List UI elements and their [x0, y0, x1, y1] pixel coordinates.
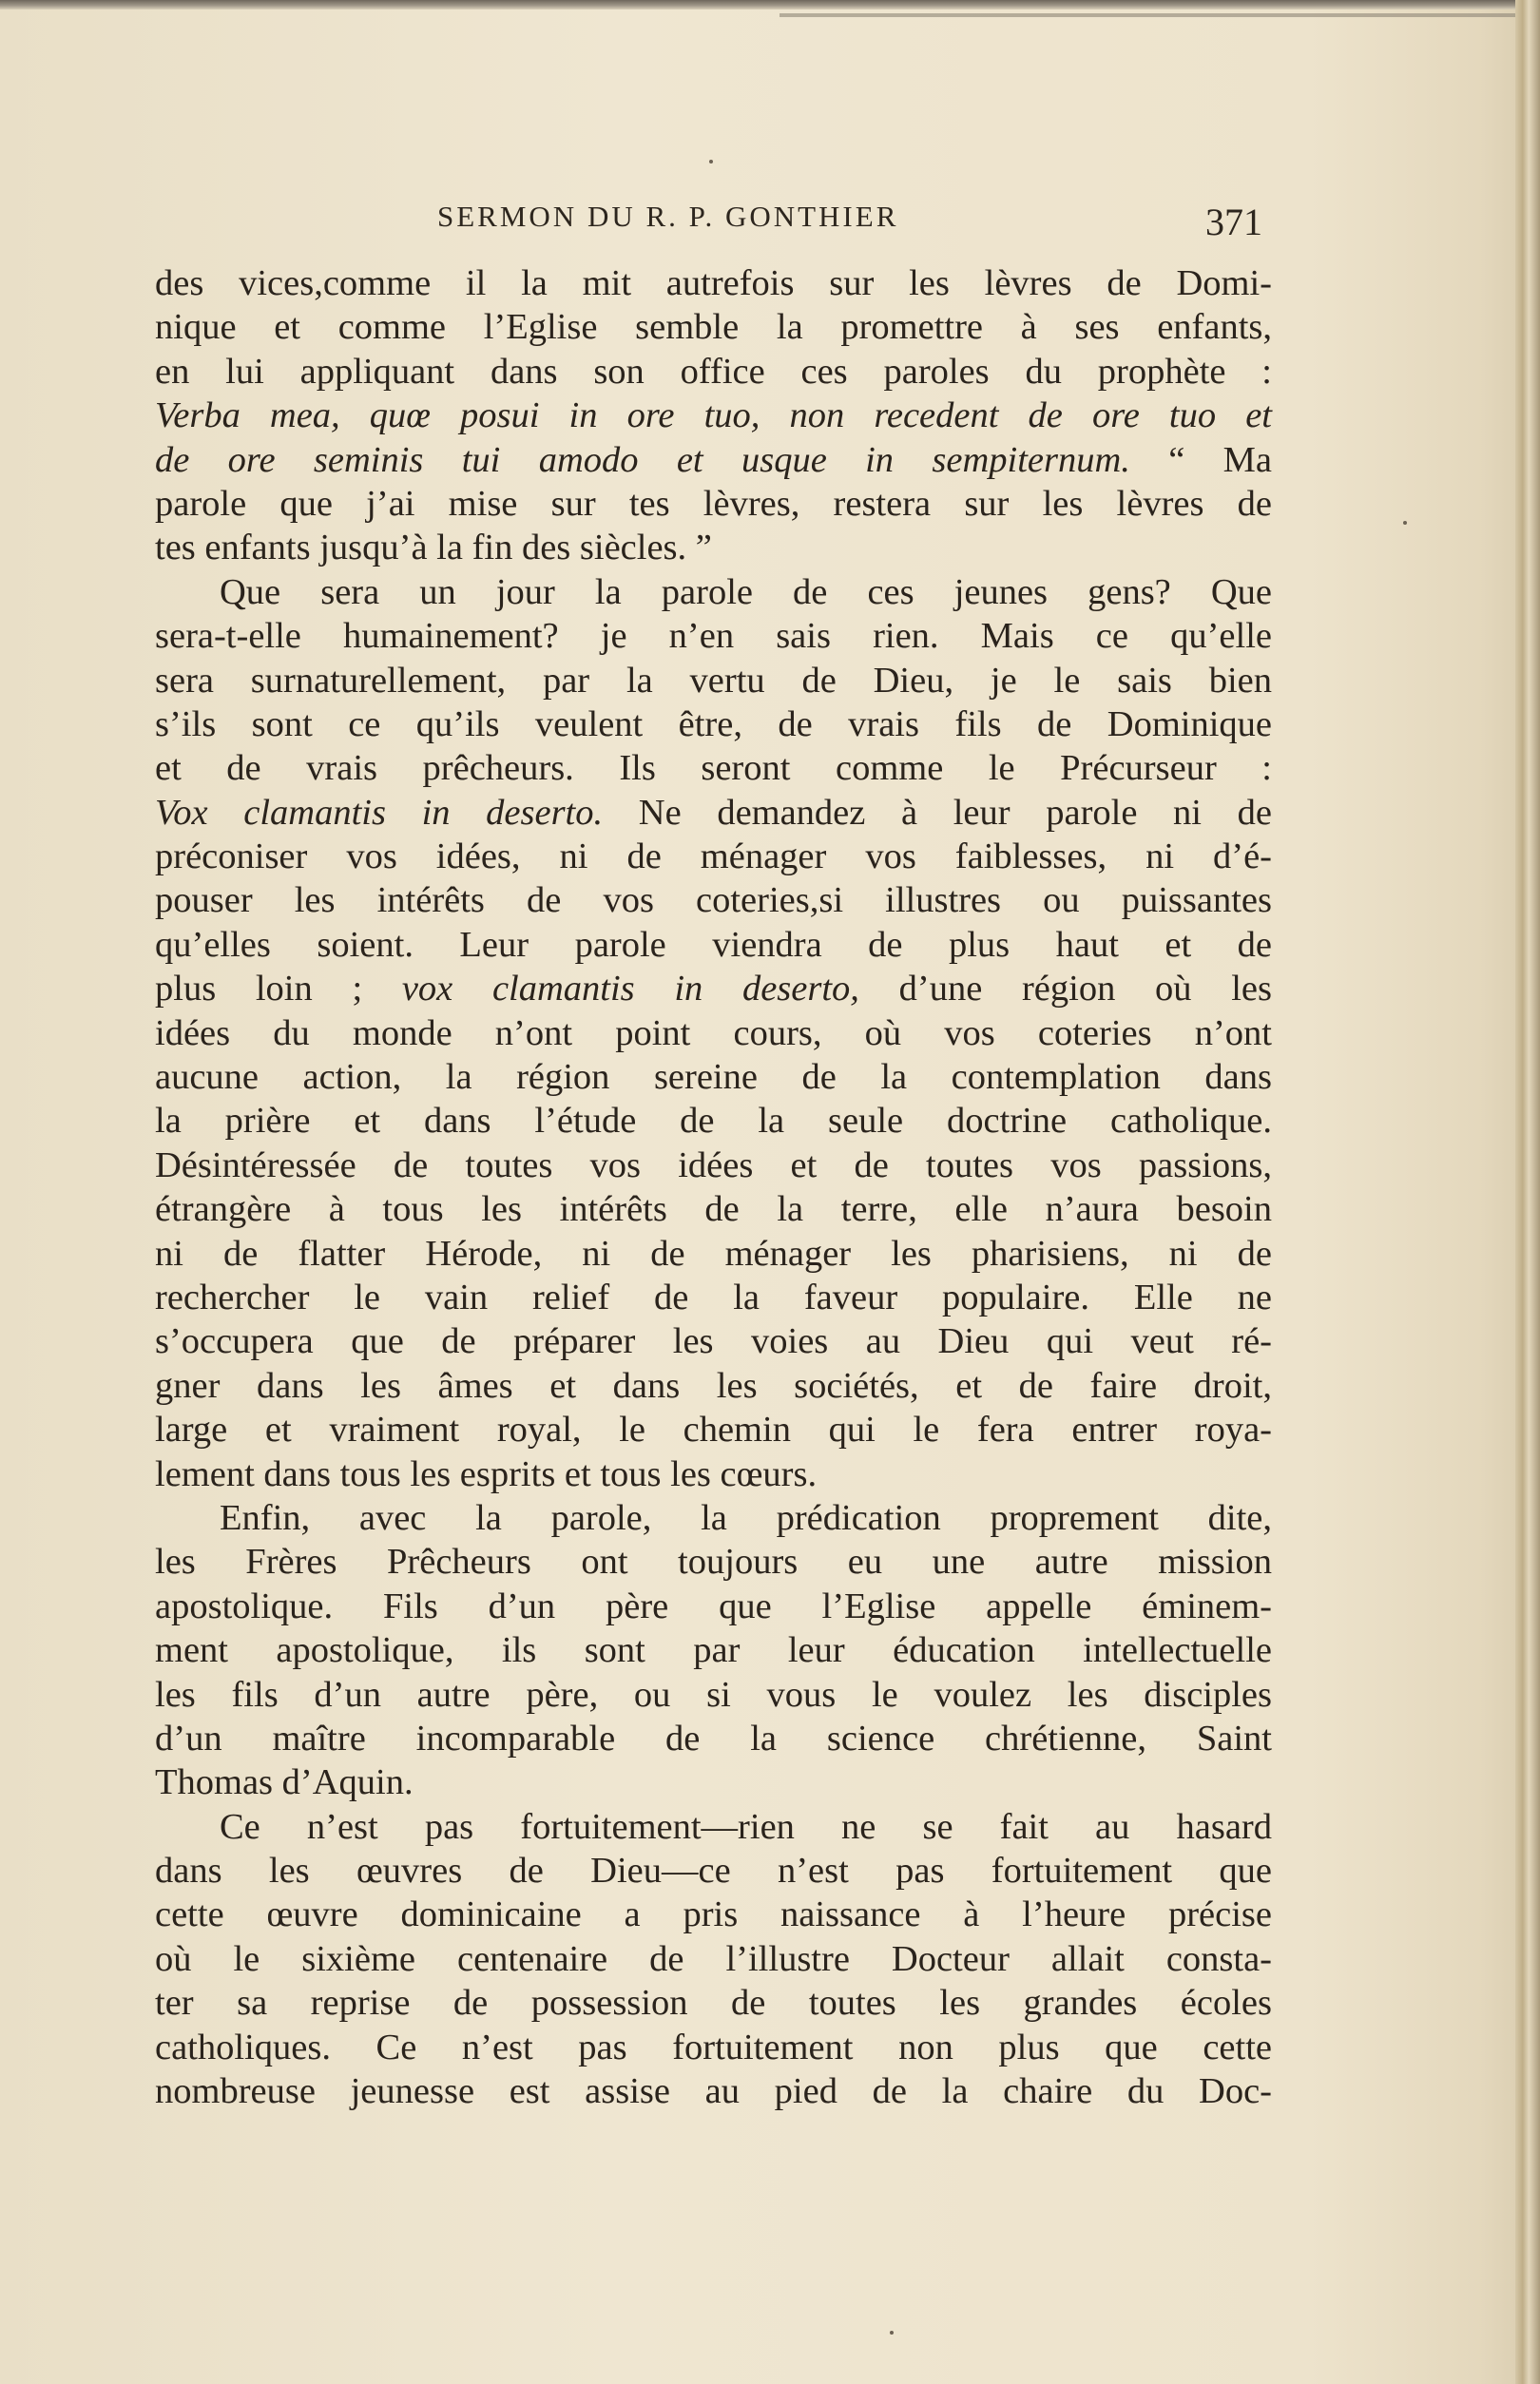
- text-line: ter sa reprise de possession de toutes les grandes écoles: [155, 1983, 1272, 2024]
- text-line: ment apostolique, ils sont par leur éducation intellectuelle: [155, 1630, 1272, 1671]
- text-line: [155, 438, 1272, 482]
- print-speck: [1403, 521, 1407, 525]
- text-line: sera surnaturellement, par la vertu de Dieu, je le sais bien: [155, 660, 1272, 701]
- text-line: nique et comme l’Eglise semble la promettre à ses enfants,: [155, 307, 1272, 348]
- text-line: Que sera un jour la parole de ces jeunes gens? Que: [220, 571, 1272, 612]
- text-line: où le sixième centenaire de l’illustre Docteur allait consta-: [155, 1938, 1272, 1979]
- page-number: 371: [1205, 201, 1262, 243]
- latin-quotation: Vox clamantis in deserto.: [155, 792, 604, 833]
- text-line: s’ils sont ce qu’ils veulent être, de vrais fils de Dominique: [155, 703, 1272, 744]
- latin-quotation: vox clamantis in deserto,: [401, 969, 859, 1009]
- text-line: s’occupera que de préparer les voies au Dieu qui veut ré-: [155, 1321, 1272, 1362]
- text-line: rechercher le vain relief de la faveur populaire. Elle ne: [155, 1277, 1272, 1317]
- text-line: gner dans les âmes et dans les sociétés, et de faire droit,: [155, 1365, 1272, 1406]
- text-line: en lui appliquant dans son office ces paroles du prophète :: [155, 351, 1272, 392]
- text-run: “ Ma: [1129, 439, 1272, 480]
- running-title: SERMON DU R. P. GONTHIER: [437, 200, 899, 233]
- top-edge-shadow: [780, 13, 1540, 17]
- text-line: parole que j’ai mise sur tes lèvres, restera sur les lèvres de: [155, 483, 1272, 524]
- top-edge-rule: [0, 0, 1540, 10]
- print-speck: [890, 2331, 894, 2335]
- text-run: Ne demandez à leur parole ni de: [603, 792, 1272, 833]
- body-text: [155, 261, 1272, 2113]
- text-line: large et vraiment royal, le chemin qui le fera entrer roya-: [155, 1410, 1272, 1451]
- text-line: [155, 791, 1272, 835]
- text-line: étrangère à tous les intérêts de la terre, elle n’aura besoin: [155, 1189, 1272, 1230]
- text-line: des vices,comme il la mit autrefois sur les lèvres de Domi-: [155, 263, 1272, 303]
- latin-quotation: Verba mea, quœ posui in ore tuo, non recedent de ore tuo et: [155, 395, 1272, 436]
- page-gutter-edge: [1515, 0, 1540, 2384]
- text-line: préconiser vos idées, ni de ménager vos faiblesses, ni d’é-: [155, 836, 1272, 877]
- text-line: et de vrais prêcheurs. Ils seront comme le Précurseur :: [155, 748, 1272, 789]
- text-run: d’une région où les: [858, 969, 1272, 1009]
- text-line: dans les œuvres de Dieu—ce n’est pas fortuitement que: [155, 1851, 1272, 1892]
- text-line: les Frères Prêcheurs ont toujours eu une autre mission: [155, 1542, 1272, 1583]
- text-line: tes enfants jusqu’à la fin des siècles. ”: [155, 528, 712, 568]
- text-line: catholiques. Ce n’est pas fortuitement non plus que cette: [155, 2027, 1272, 2067]
- text-line: Enfin, avec la parole, la prédication proprement dite,: [220, 1497, 1272, 1538]
- latin-quotation: de ore seminis tui amodo et usque in sempiternum.: [155, 439, 1130, 480]
- print-speck: [709, 160, 713, 163]
- text-line: cette œuvre dominicaine a pris naissance à l’heure précise: [155, 1894, 1272, 1935]
- text-line: sera-t-elle humainement? je n’en sais rien. Mais ce qu’elle: [155, 616, 1272, 657]
- text-line: Désintéressée de toutes vos idées et de toutes vos passions,: [155, 1144, 1272, 1185]
- text-line: les fils d’un autre père, ou si vous le voulez les disciples: [155, 1674, 1272, 1715]
- text-line: la prière et dans l’étude de la seule doctrine catholique.: [155, 1101, 1272, 1142]
- text-line: ni de flatter Hérode, ni de ménager les pharisiens, ni de: [155, 1233, 1272, 1274]
- text-line: pouser les intérêts de vos coteries,si illustres ou puissantes: [155, 880, 1272, 921]
- text-run: plus loin ;: [155, 969, 402, 1009]
- text-line: aucune action, la région sereine de la contemplation dans: [155, 1057, 1272, 1098]
- text-line: [155, 394, 1272, 437]
- text-line: nombreuse jeunesse est assise au pied de la chaire du Doc-: [155, 2071, 1272, 2112]
- text-line: qu’elles soient. Leur parole viendra de plus haut et de: [155, 924, 1272, 965]
- text-line: Ce n’est pas fortuitement—rien ne se fait au hasard: [220, 1806, 1272, 1847]
- text-line: d’un maître incomparable de la science chrétienne, Saint: [155, 1718, 1272, 1759]
- text-line: lement dans tous les esprits et tous les cœurs.: [155, 1453, 818, 1494]
- text-line: apostolique. Fils d’un père que l’Eglise appelle éminem-: [155, 1586, 1272, 1626]
- text-line: [155, 967, 1272, 1010]
- text-line: Thomas d’Aquin.: [155, 1762, 414, 1803]
- text-line: idées du monde n’ont point cours, où vos coteries n’ont: [155, 1012, 1272, 1053]
